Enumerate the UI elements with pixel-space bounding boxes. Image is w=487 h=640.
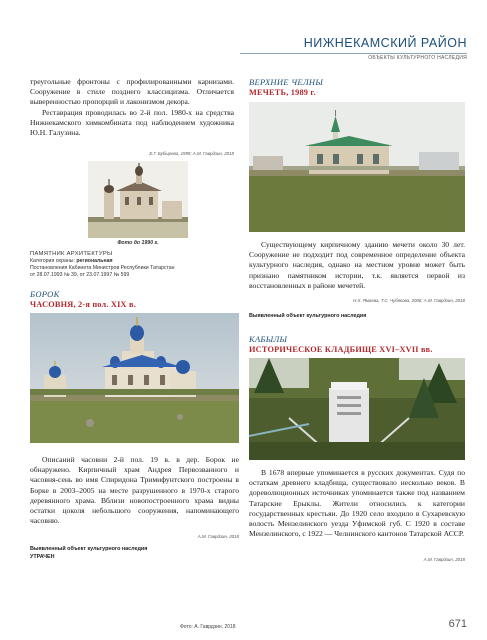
status-identified: Выявленный объект культурного наследия [249, 313, 367, 319]
location-label-verkhnie-chelny: ВЕРХНИЕ ЧЕЛНЫ [249, 77, 324, 87]
mosque-illustration [249, 102, 465, 232]
page-header-title: НИЖНЕКАМСКИЙ РАЙОН [303, 36, 467, 50]
paragraph: Реставрация проводилась во 2-й пол. 1980-х на средства Нижнекамского химкомбината под наблюдением художника Ю.Н. Галузина. [30, 107, 234, 138]
cemetery-photo [249, 358, 465, 460]
page-header-subtitle: ОБЪЕКТЫ КУЛЬТУРНОГО НАСЛЕДИЯ [368, 55, 467, 61]
category-value: региональная [76, 258, 113, 264]
paragraph: треугольные фронтоны с профилированными карнизами. Сооружение в стиле позднего классицизма. Отличается выверенностью пропорций и лаконизмом декора. [30, 77, 234, 107]
object-title-mosque: МЕЧЕТЬ, 1989 г. [249, 88, 316, 97]
chapel-illustration [30, 313, 239, 443]
mosque-description: Существующему кирпичному зданию мечети около 30 лет. Сооружение не подходит под современное определение объекта культурного наследия, однако на местном уровне может быть признано памятником истории, т.к. является первой из восстановленных в районе мечетей. [249, 240, 465, 290]
location-label-borok: БОРОК [30, 289, 60, 299]
decree-text: Постановления Кабинета Министров Республики Татарстан [30, 265, 175, 271]
photo-credit: Н.Х. Ямаева, Т.С. Чубякова, 2006; А.М. Гаврдзин, 2018 [353, 298, 465, 303]
page-number: 671 [448, 618, 467, 630]
church-old-photo [88, 161, 188, 238]
object-title-cemetery: ИСТОРИЧЕСКОЕ КЛАДБИЩЕ XVI–XVII вв. [249, 345, 433, 354]
photo-credit: А.М. Гаврдзин, 2018 [423, 557, 465, 562]
photo-credit: Е.Г. Бубырева, 1999; А.М. Гаврдзин, 2018 [149, 151, 234, 156]
col1-top-text [30, 77, 234, 138]
decree-dates: от 28.07.1993 № 39, от 23.07.1997 № 599 [30, 272, 130, 278]
borok-description: Описаний часовни 2-й пол. 19 в. в дер. Борок не обнаружено. Кирпичный храм Андрея Первозванного и часовня-сень во имя Спиридона Тримифунтского построены в Борке в 2003–2005 на месте разрушенного в 1970-х старого деревянного храма. Вблизи новопостроенного храма видны остатки цоколя небольшого сооружения, напоминающего часовню. [30, 455, 239, 526]
header-divider [240, 53, 467, 54]
monument-kind: ПАМЯТНИК АРХИТЕКТУРЫ [30, 251, 113, 257]
footer-photo-credit: Фото: А. Гаврдзин, 2018 [180, 624, 236, 630]
monument-info [30, 251, 240, 279]
mosque-photo [249, 102, 465, 232]
status-lost: УТРАЧЕН [30, 554, 55, 560]
location-label-kablyi: КАБЫЛЫ [249, 334, 288, 344]
photo-caption: Фото до 1990 г. [117, 240, 159, 246]
chapel-photo [30, 313, 239, 443]
object-title-borok: ЧАСОВНЯ, 2-я пол. XIX в. [30, 300, 136, 309]
church-illustration [88, 161, 188, 238]
status-identified: Выявленный объект культурного наследия [30, 546, 148, 552]
category-label: Категория охраны: [30, 258, 75, 264]
cemetery-description: В 1678 впервые упоминается в русских документах. Судя по остаткам древнего кладбища, существовало несколько веков. В дореволюционных источниках упоминается также под названием Татарские Ерыклы. Жители относились к категории государственных крестьян. До 1920 село входило в Сухаревскую волость Мензелинского уезда Уфимской губ. С 1920 в составе Мензелинского, с 1922 — Челнинского кантонов Татарской АССР. [249, 468, 465, 539]
cemetery-illustration [249, 358, 465, 460]
photo-credit: А.М. Гаврдзин, 2018 [197, 534, 239, 539]
protection-category [30, 258, 240, 265]
